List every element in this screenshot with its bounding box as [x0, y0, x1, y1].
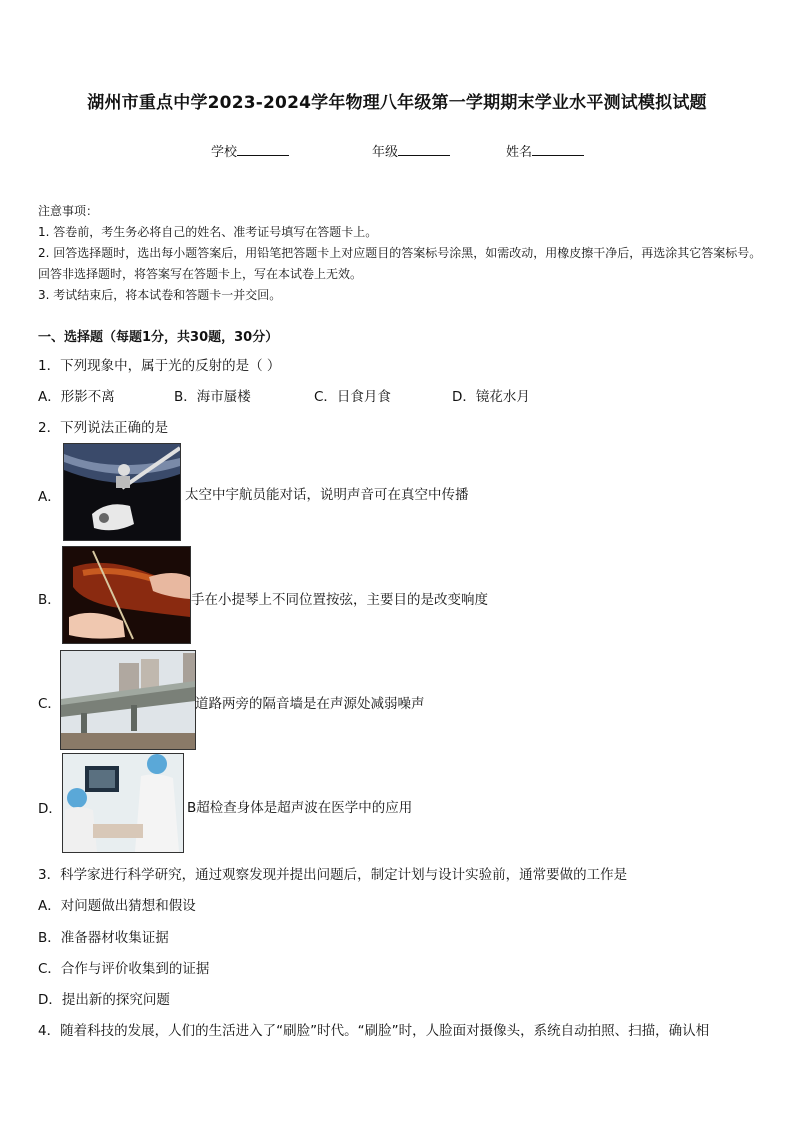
q3-option-d[interactable]: D．提出新的探究问题: [38, 992, 170, 1008]
q2-option-b-text: 手在小提琴上不同位置按弦，主要目的是改变响度: [191, 592, 488, 608]
question-3-stem: 3．科学家进行科学研究，通过观察发现并提出问题后，制定计划与设计实验前，通常要做的工作是: [38, 867, 628, 883]
q1-option-d[interactable]: D．镜花水月: [452, 389, 530, 405]
q1-option-a[interactable]: A．形影不离: [38, 389, 115, 405]
violin-photo: [62, 546, 191, 644]
q3-option-b[interactable]: B．准备器材收集证据: [38, 930, 169, 946]
q2-option-b-letter: B．: [38, 592, 61, 608]
grade-field[interactable]: [372, 141, 450, 160]
q2-option-d-text: B超检查身体是超声波在医学中的应用: [187, 800, 413, 816]
notice-item: 3. 考试结束后，将本试卷和答题卡一并交回。: [38, 288, 282, 302]
q3-option-c[interactable]: C．合作与评价收集到的证据: [38, 961, 210, 977]
q2-option-a-text: 太空中宇航员能对话，说明声音可在真空中传播: [185, 487, 469, 503]
school-label: 学校: [211, 145, 238, 160]
grade-label: 年级: [372, 145, 399, 160]
q1-option-c[interactable]: C．日食月食: [314, 389, 391, 405]
section-heading: 一、选择题（每题1分，共30题，30分）: [38, 330, 279, 345]
sound-barrier-photo: [60, 650, 196, 750]
q2-option-c-letter: C．: [38, 696, 61, 712]
q2-option-c[interactable]: [38, 650, 758, 750]
ultrasound-photo: [62, 753, 184, 853]
question-4-stem: 4．随着科技的发展，人们的生活进入了“刷脸”时代。“刷脸”时，人脸面对摄像头，系统自动拍照、扫描，确认相: [38, 1023, 710, 1039]
notice-block: [38, 201, 762, 306]
q2-option-c-text: 道路两旁的隔音墙是在声源处减弱噪声: [195, 696, 425, 712]
notice-head: 注意事项：: [38, 204, 99, 218]
q2-option-d[interactable]: [38, 753, 758, 853]
question-1-options: [38, 385, 758, 405]
q2-option-b[interactable]: [38, 546, 758, 644]
q2-option-a-letter: A．: [38, 489, 61, 505]
q2-option-d-letter: D．: [38, 801, 62, 817]
astronaut-photo: [63, 443, 181, 541]
q2-option-a[interactable]: [38, 443, 758, 541]
q3-option-a[interactable]: A．对问题做出猜想和假设: [38, 898, 196, 914]
notice-item: 2. 回答选择题时，选出每小题答案后，用铅笔把答题卡上对应题目的答案标号涂黑，如需改动，用橡皮擦干净后，再选涂其它答案标号。回答非选择题时，将答案写在答题卡上，写在本试卷上无效。: [38, 246, 762, 281]
notice-item: 1. 答卷前，考生务必将自己的姓名、准考证号填写在答题卡上。: [38, 225, 378, 239]
name-field[interactable]: [506, 141, 584, 160]
question-2-stem: 2．下列说法正确的是: [38, 420, 169, 436]
page-title: 湖州市重点中学2023-2024学年物理八年级第一学期期末学业水平测试模拟试题: [87, 93, 707, 113]
name-label: 姓名: [506, 145, 533, 160]
school-field[interactable]: [211, 141, 289, 160]
question-1-stem: 1．下列现象中，属于光的反射的是（ ）: [38, 358, 281, 374]
q1-option-b[interactable]: B．海市蜃楼: [174, 389, 251, 405]
